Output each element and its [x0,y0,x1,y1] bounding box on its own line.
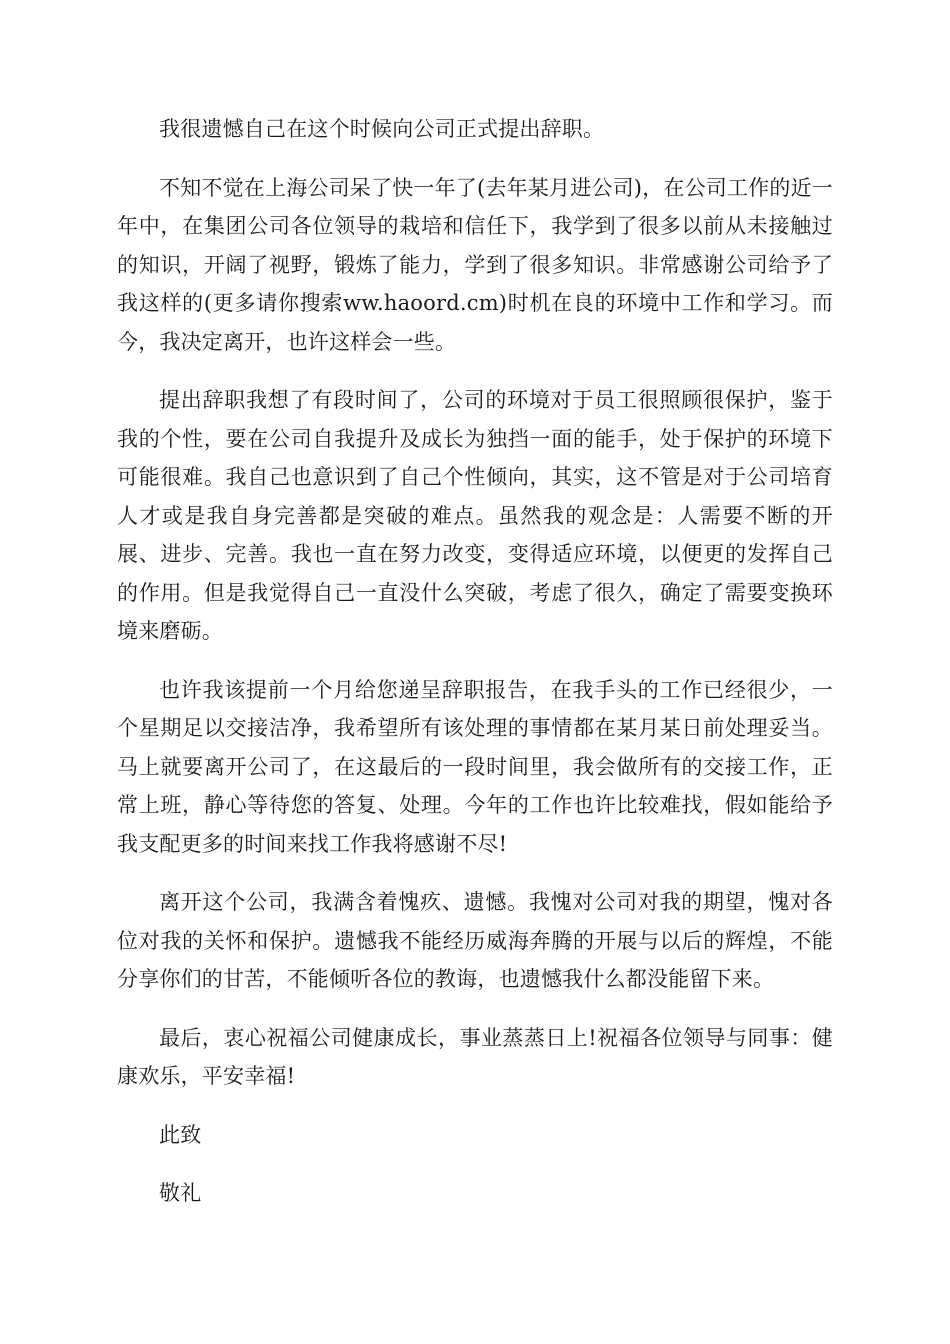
closing-salutation: 此致 [159,1122,202,1147]
letter-body [117,110,833,1233]
paragraph-handover: 也许我该提前一个月给您递呈辞职报告，在我手头的工作已经很少，一个星期足以交接洁净，我希望所有该处理的事情都在某月某日前处理妥当。马上就要离开公司了，在这最后的一段时间里，我会做所有的交接工作，正常上班，静心等待您的答复、处理。今年的工作也许比较难找，假如能给予我支配更多的时间来找工作我将感谢不尽! [117,677,833,856]
paragraph-opening: 我很遗憾自己在这个时候向公司正式提出辞职。 [159,117,605,141]
paragraph-regret: 离开这个公司，我满含着愧疚、遗憾。我愧对公司对我的期望，愧对各位对我的关怀和保护。遗憾我不能经历威海奔腾的开展与以后的辉煌，不能分享你们的甘苦，不能倾听各位的教诲，也遗憾我什么都没能留下来。 [117,890,833,991]
closing-regards: 敬礼 [159,1181,202,1205]
paragraph-wishes: 最后，衷心祝福公司健康成长，事业蒸蒸日上!祝福各位领导与同事：健康欢乐，平安幸福! [117,1025,833,1088]
paragraph-experience: 不知不觉在上海公司呆了快一年了(去年某月进公司)，在公司工作的近一年中，在集团公司各位领导的栽培和信任下，我学到了很多以前从未接触过的知识，开阔了视野，锻炼了能力，学到了很多知识。非常感谢公司给予了我这样的(更多请你搜索ww.haoord.cm)时机在良的环境中工作和学习。而今，我决定离开，也许这样会一些。 [117,175,833,354]
paragraph-reason: 提出辞职我想了有段时间了，公司的环境对于员工很照顾很保护，鉴于我的个性，要在公司自我提升及成长为独挡一面的能手，处于保护的环境下可能很难。我自己也意识到了自己个性倾向，其实，这不管是对于公司培育人才或是我自身完善都是突破的难点。虽然我的观念是：人需要不断的开展、进步、完善。我也一直在努力改变，变得适应环境，以便更的发挥自己的作用。但是我觉得自己一直没什么突破，考虑了很久，确定了需要变换环境来磨砺。 [117,388,833,643]
